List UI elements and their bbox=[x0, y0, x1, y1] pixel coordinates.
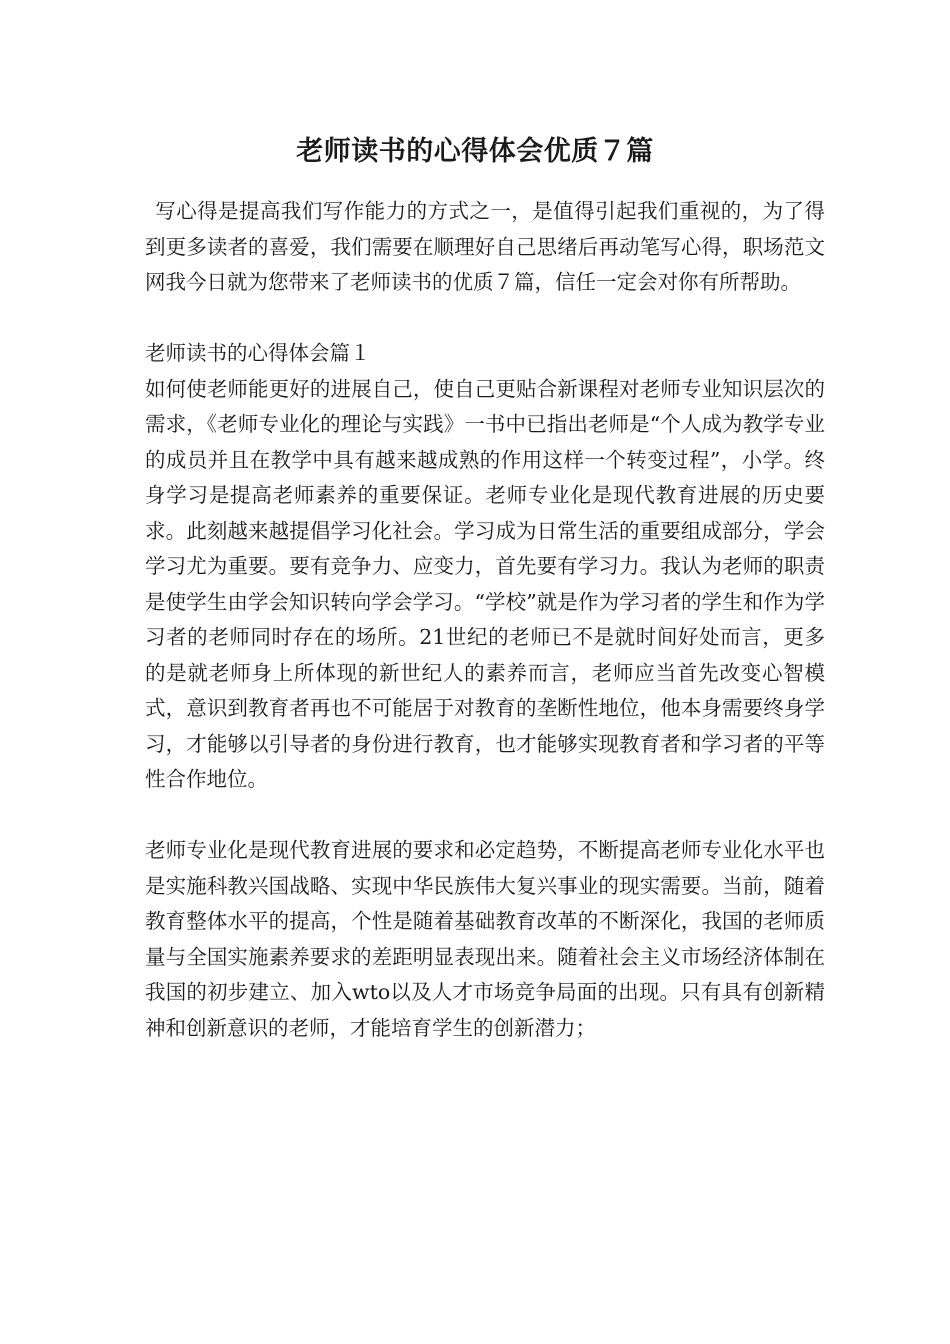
intro-paragraph: 写心得是提高我们写作能力的方式之一，是值得引起我们重视的，为了得到更多读者的喜爱，我们需要在顺理好自己思绪后再动笔写心得，职场范文网我今日就为您带来了老师读书的优质７篇，信任一定会对你有所帮助。 bbox=[145, 199, 825, 294]
body-paragraph-2: 老师专业化是现代教育进展的要求和必定趋势，不断提高老师专业化水平也是实施科教兴国战略、实现中华民族伟大复兴事业的现实需要。当前，随着教育整体水平的提高，个性是随着基础教育改革的不断深化，我国的老师质量与全国实施素养要求的差距明显表现出来。随着社会主义市场经济体制在我国的初步建立、加入wto以及人才市场竞争局面的出现。只有具有创新精神和创新意识的老师，才能培育学生的创新潜力； bbox=[145, 838, 825, 1040]
paragraph-spacer bbox=[145, 798, 825, 834]
document-title: 老师读书的心得体会优质７篇 bbox=[296, 136, 654, 167]
document-body bbox=[145, 194, 825, 1046]
section-heading: 老师读书的心得体会篇１ bbox=[145, 341, 371, 365]
paragraph-spacer bbox=[145, 301, 825, 337]
body-paragraph-1: 如何使老师能更好的进展自己，使自己更贴合新课程对老师专业知识层次的需求，《老师专业化的理论与实践》一书中已指出老师是“个人成为教学专业的成员并且在教学中具有越来越成熟的作用这样一个转变过程”，小学。终身学习是提高老师素养的重要保证。老师专业化是现代教育进展的历史要求。此刻越来越提倡学习化社会。学习成为日常生活的重要组成部分，学会学习尤为重要。要有竞争力、应变力，首先要有学习力。我认为老师的职责是使学生由学会知识转向学会学习。“学校”就是作为学习者的学生和作为学习者的老师同时存在的场所。21世纪的老师已不是就时间好处而言，更多的是就老师身上所体现的新世纪人的素养而言，老师应当首先改变心智模式，意识到教育者再也不可能居于对教育的垄断性地位，他本身需要终身学习，才能够以引导者的身份进行教育，也才能够实现教育者和学习者的平等性合作地位。 bbox=[145, 376, 825, 791]
